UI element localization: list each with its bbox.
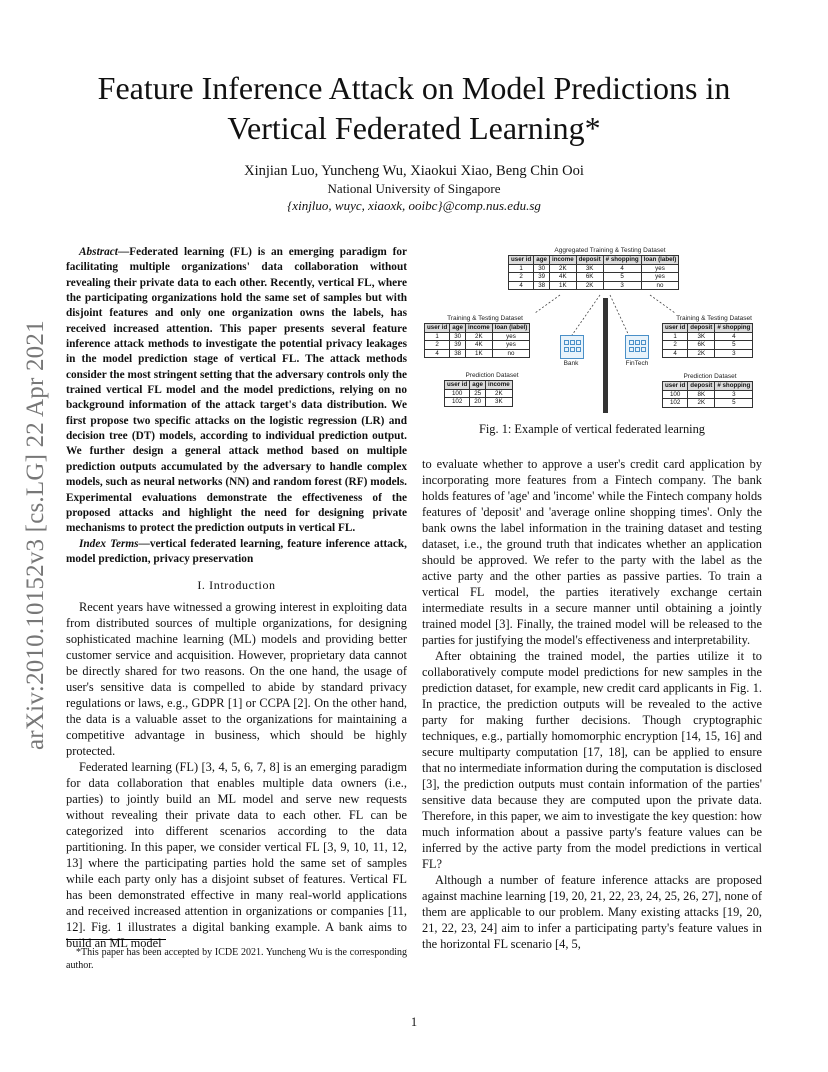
bank-pred-row — [445, 398, 513, 407]
title-line-2: Vertical Federated Learning* — [227, 110, 601, 146]
fintech-pred-row — [663, 399, 753, 408]
fintech-train-title: Training & Testing Dataset — [676, 315, 752, 322]
aggregated-cell: 3 — [603, 281, 641, 290]
aggregated-cell: 4 — [509, 281, 534, 290]
bank-train-cell: yes — [492, 332, 530, 341]
fintech-train-row — [663, 332, 753, 341]
fintech-pred-cell: 8K — [688, 390, 715, 399]
index-terms-label: Index Terms — [79, 537, 139, 550]
bank-train-header-cell: age — [450, 324, 466, 333]
authors: Xinjian Luo, Yuncheng Wu, Xiaokui Xiao, Beng Chin Ooi — [244, 163, 584, 179]
fintech-train-cell: 3 — [715, 349, 753, 358]
fintech-train-header-cell: user id — [663, 324, 688, 333]
right-paragraph-2: After obtaining the trained model, the parties utilize it to collaboratively compute model predictions for new samples in the prediction dataset, for example, new credit card applicants in Fig. 1. In practice, the prediction outputs will be revealed to the active party for making further decisions. Though cryptographic techniques, e.g., partially homomorphic encryption [14, 15, 16] and secure multiparty computation [17, 18], can be applied to ensure that no intermediate information during the computation is disclosed [3], the prediction outputs must contain information of the parties' sensitive data because they are computed upon the private data. Therefore, in this paper, we aim to investigate the key question: how much information about a passive party's feature values can be inferred by the active party from the model predictions in vertical FL? — [422, 649, 762, 871]
aggregated-row — [509, 273, 679, 282]
fintech-train-cell: 4 — [663, 349, 688, 358]
index-terms-text: vertical federated learning, feature inference attack, model prediction, privacy preservation — [66, 537, 407, 565]
aggregated-cell: 39 — [534, 273, 550, 282]
aggregated-cell: 4K — [549, 273, 576, 282]
bank-train-cell: 4K — [465, 341, 492, 350]
fintech-pred-header-cell: # shopping — [715, 382, 753, 391]
aggregated-header-cell: income — [549, 256, 576, 265]
right-paragraph-1: to evaluate whether to approve a user's credit card application by incorporating more features from a Fintech company. The bank holds features of 'age' and 'income' while the Fintech company holds features of 'deposit' and 'average online shopping times'. Only the bank owns the label information in the training dataset and testing dataset, i.e., the ground truth that indicates whether an application should be approved. We refer to the party with the label as the active party and the other parties as passive parties. To train a vertical FL model, the parties iteratively exchange certain intermediate results in a secure manner until obtaining a jointly trained model [3]. Finally, the trained model will be released to the parties for justifying the model's effectiveness and interpretability. — [422, 457, 762, 647]
fintech-pred-cell: 2K — [688, 399, 715, 408]
aggregated-cell: 30 — [534, 264, 550, 273]
bank-train-title: Training & Testing Dataset — [447, 315, 523, 322]
bank-train-header-cell: user id — [425, 324, 450, 333]
aggregated-cell: 2 — [509, 273, 534, 282]
figure-vertical-fl — [420, 243, 764, 415]
title-line-1: Feature Inference Attack on Model Predictions in — [97, 70, 731, 106]
fintech-train-header-cell: deposit — [688, 324, 715, 333]
bank-train-row — [425, 341, 530, 350]
aggregated-header-cell: user id — [509, 256, 534, 265]
email: {xinjluo, wuyc, xiaoxk, ooibc}@comp.nus.edu.sg — [287, 198, 541, 213]
aggregated-cell: 6K — [576, 273, 603, 282]
page-number: 1 — [410, 1015, 418, 1029]
aggregated-cell: 1K — [549, 281, 576, 290]
bank-pred-cell: 102 — [445, 398, 470, 407]
right-column — [422, 456, 762, 952]
footnote: *This paper has been accepted by ICDE 2021. Yuncheng Wu is the corresponding author. — [66, 947, 407, 971]
aggregated-cell: 5 — [603, 273, 641, 282]
bank-train-row — [425, 349, 530, 358]
aggregated-header-cell: loan (label) — [641, 256, 679, 265]
abstract-text: Federated learning (FL) is an emerging paradigm for facilitating multiple organizations' data collaboration without revealing their private data to each other. Recently, vertical FL, where the participating organizations hold the same set of samples but with disjoint features and only one organization owns the labels, has received increased attention. This paper presents several feature inference attack methods to investigate the potential privacy leakages in the model prediction stage of vertical FL. The attack methods consider the most stringent setting that the adversary controls only the trained vertical FL model and the model predictions, relying on no background information of the attack target's data distribution. We first propose two specific attacks on the logistic regression (LR) and decision tree (DT) models, according to individual prediction output. We further design a general attack method based on multiple prediction outputs accumulated by the adversary to handle complex models, such as neural networks (NN) and random forest (RF) models. Experimental evaluations demonstrate the effectiveness of the proposed attacks and highlight the need for designing private mechanisms to protect the prediction outputs in vertical FL. — [66, 246, 407, 535]
bank-train-header-cell: income — [465, 324, 492, 333]
fintech-pred-table — [662, 381, 753, 408]
fintech-train-row — [663, 349, 753, 358]
paper-title — [0, 68, 828, 148]
bank-train-cell: 2K — [465, 332, 492, 341]
bank-train-cell: 4 — [425, 349, 450, 358]
fintech-train-cell: 6K — [688, 341, 715, 350]
fintech-train-cell: 5 — [715, 341, 753, 350]
bank-train-row — [425, 332, 530, 341]
affiliation: National University of Singapore — [327, 181, 501, 196]
bank-train-cell: 1K — [465, 349, 492, 358]
fintech-train-table — [662, 323, 753, 358]
bank-pred-cell: 25 — [470, 389, 486, 398]
intro-paragraph-1: Recent years have witnessed a growing interest in exploiting data from distributed sources of multiple organizations, for designing sophisticated machine learning (ML) models and providing better customer service and acquisition. However, proprietary data cannot be directly shared for two reasons. On the one hand, the usage of user's sensitive data is compelled to abide by standard privacy regulations or laws, e.g., GDPR [1] or CCPA [2]. On the other hand, the data is a valuable asset to the organizations for maintaining a competitive advantage in business, which should be highly protected. — [66, 600, 407, 759]
bank-train-cell: 2 — [425, 341, 450, 350]
aggregated-cell: yes — [641, 273, 679, 282]
fintech-pred-cell: 3 — [715, 390, 753, 399]
fintech-pred-row — [663, 390, 753, 399]
fintech-train-cell: 4 — [715, 332, 753, 341]
bank-pred-cell: 20 — [470, 398, 486, 407]
aggregated-row — [509, 281, 679, 290]
bank-train-cell: 39 — [450, 341, 466, 350]
aggregated-cell: yes — [641, 264, 679, 273]
aggregated-cell: 38 — [534, 281, 550, 290]
intro-paragraph-2: Federated learning (FL) [3, 4, 5, 6, 7, 8] is an emerging paradigm for data collaboration that enables multiple data owners (i.e., parties) to jointly build an ML model and serve new requests without revealing their private data to each other. FL can be categorized into different scenarios according to the data partitioning. In this paper, we consider vertical FL [3, 9, 10, 11, 12, 13] where the participating parties hold the same set of samples while each party only has a disjoint subset of features. Vertical FL has been demonstrated effective in many real-world applications and received increased attention in organizations or companies [11, 12]. Fig. 1 illustrates a digital banking example. A bank aims to build an ML model — [66, 760, 407, 951]
fintech-building-icon — [625, 335, 649, 359]
aggregated-cell: 2K — [576, 281, 603, 290]
fintech-pred-cell: 100 — [663, 390, 688, 399]
aggregated-header-cell: # shopping — [603, 256, 641, 265]
fintech-pred-header-cell: user id — [663, 382, 688, 391]
bank-train-header-cell: loan (label) — [492, 324, 530, 333]
arxiv-identifier: arXiv:2010.10152v3 [cs.LG] 22 Apr 2021 — [22, 320, 49, 750]
fintech-pred-cell: 5 — [715, 399, 753, 408]
aggregated-cell: 2K — [549, 264, 576, 273]
bank-train-cell: no — [492, 349, 530, 358]
aggregated-row — [509, 264, 679, 273]
fintech-pred-header-cell: deposit — [688, 382, 715, 391]
fintech-train-header-cell: # shopping — [715, 324, 753, 333]
bank-building-icon — [560, 335, 584, 359]
aggregated-dataset-table — [508, 255, 679, 290]
bank-pred-title: Prediction Dataset — [465, 372, 519, 379]
footnote-rule — [66, 939, 166, 940]
fintech-train-row — [663, 341, 753, 350]
bank-pred-cell: 3K — [485, 398, 512, 407]
aggregated-cell: 3K — [576, 264, 603, 273]
bank-train-cell: 30 — [450, 332, 466, 341]
aggregated-header-cell: deposit — [576, 256, 603, 265]
aggregated-cell: 1 — [509, 264, 534, 273]
bank-pred-table — [444, 380, 513, 407]
abstract-label: Abstract — [79, 246, 118, 258]
bank-train-table — [424, 323, 530, 358]
fintech-train-cell: 3K — [688, 332, 715, 341]
bank-pred-cell: 2K — [485, 389, 512, 398]
bank-pred-header-cell: income — [485, 381, 512, 390]
fintech-train-cell: 2K — [688, 349, 715, 358]
index-terms: Index Terms—vertical federated learning, feature inference attack, model prediction, privacy preservation — [66, 537, 407, 565]
section-heading: I. Introduction — [197, 578, 276, 593]
aggregated-cell: 4 — [603, 264, 641, 273]
left-column — [66, 245, 407, 951]
bank-label: Bank — [563, 360, 579, 367]
bank-pred-row — [445, 389, 513, 398]
fintech-pred-title: Prediction Dataset — [683, 373, 737, 380]
right-paragraph-3: Although a number of feature inference attacks are proposed against machine learning [19, 20, 21, 22, 23, 24, 25, 26, 27], none of them are applicable to our problem. Many existing attacks [19, 20, 21, 22, 23, 24] aim to infer a participating party's feature values in the horizontal FL scenario [4, 5, — [422, 873, 762, 951]
bank-train-cell: 1 — [425, 332, 450, 341]
fintech-train-cell: 2 — [663, 341, 688, 350]
bank-train-cell: 38 — [450, 349, 466, 358]
figure-caption: Fig. 1: Example of vertical federated learning — [478, 422, 706, 436]
aggregated-cell: no — [641, 281, 679, 290]
fintech-label: FinTech — [625, 360, 649, 367]
aggregated-header-cell: age — [534, 256, 550, 265]
abstract: Abstract—Federated learning (FL) is an emerging paradigm for facilitating multiple organizations' data collaboration without revealing their private data to each other. Recently, vertical FL, where the participating organizations hold the same set of samples but with disjoint features and only one organization owns the labels, has received increased attention. This paper presents several feature inference attack methods to investigate the potential privacy leakages in the model prediction stage of vertical FL. The attack methods consider the most stringent setting that the adversary controls only the trained vertical FL model and the model predictions, relying on no background information of the attack target's data distribution. We first propose two specific attacks on the logistic regression (LR) and decision tree (DT) models, according to individual prediction output. We further design a general attack method based on multiple prediction outputs accumulated by the adversary to handle complex models, such as neural networks (NN) and random forest (RF) models. Experimental evaluations demonstrate the effectiveness of the proposed attacks and highlight the need for designing private mechanisms to protect the prediction outputs in vertical FL. — [66, 246, 407, 535]
aggregated-dataset-title: Aggregated Training & Testing Dataset — [554, 247, 666, 254]
fintech-train-cell: 1 — [663, 332, 688, 341]
fintech-pred-cell: 102 — [663, 399, 688, 408]
bank-pred-header-cell: user id — [445, 381, 470, 390]
bank-pred-cell: 100 — [445, 389, 470, 398]
bank-pred-header-cell: age — [470, 381, 486, 390]
bank-train-cell: yes — [492, 341, 530, 350]
